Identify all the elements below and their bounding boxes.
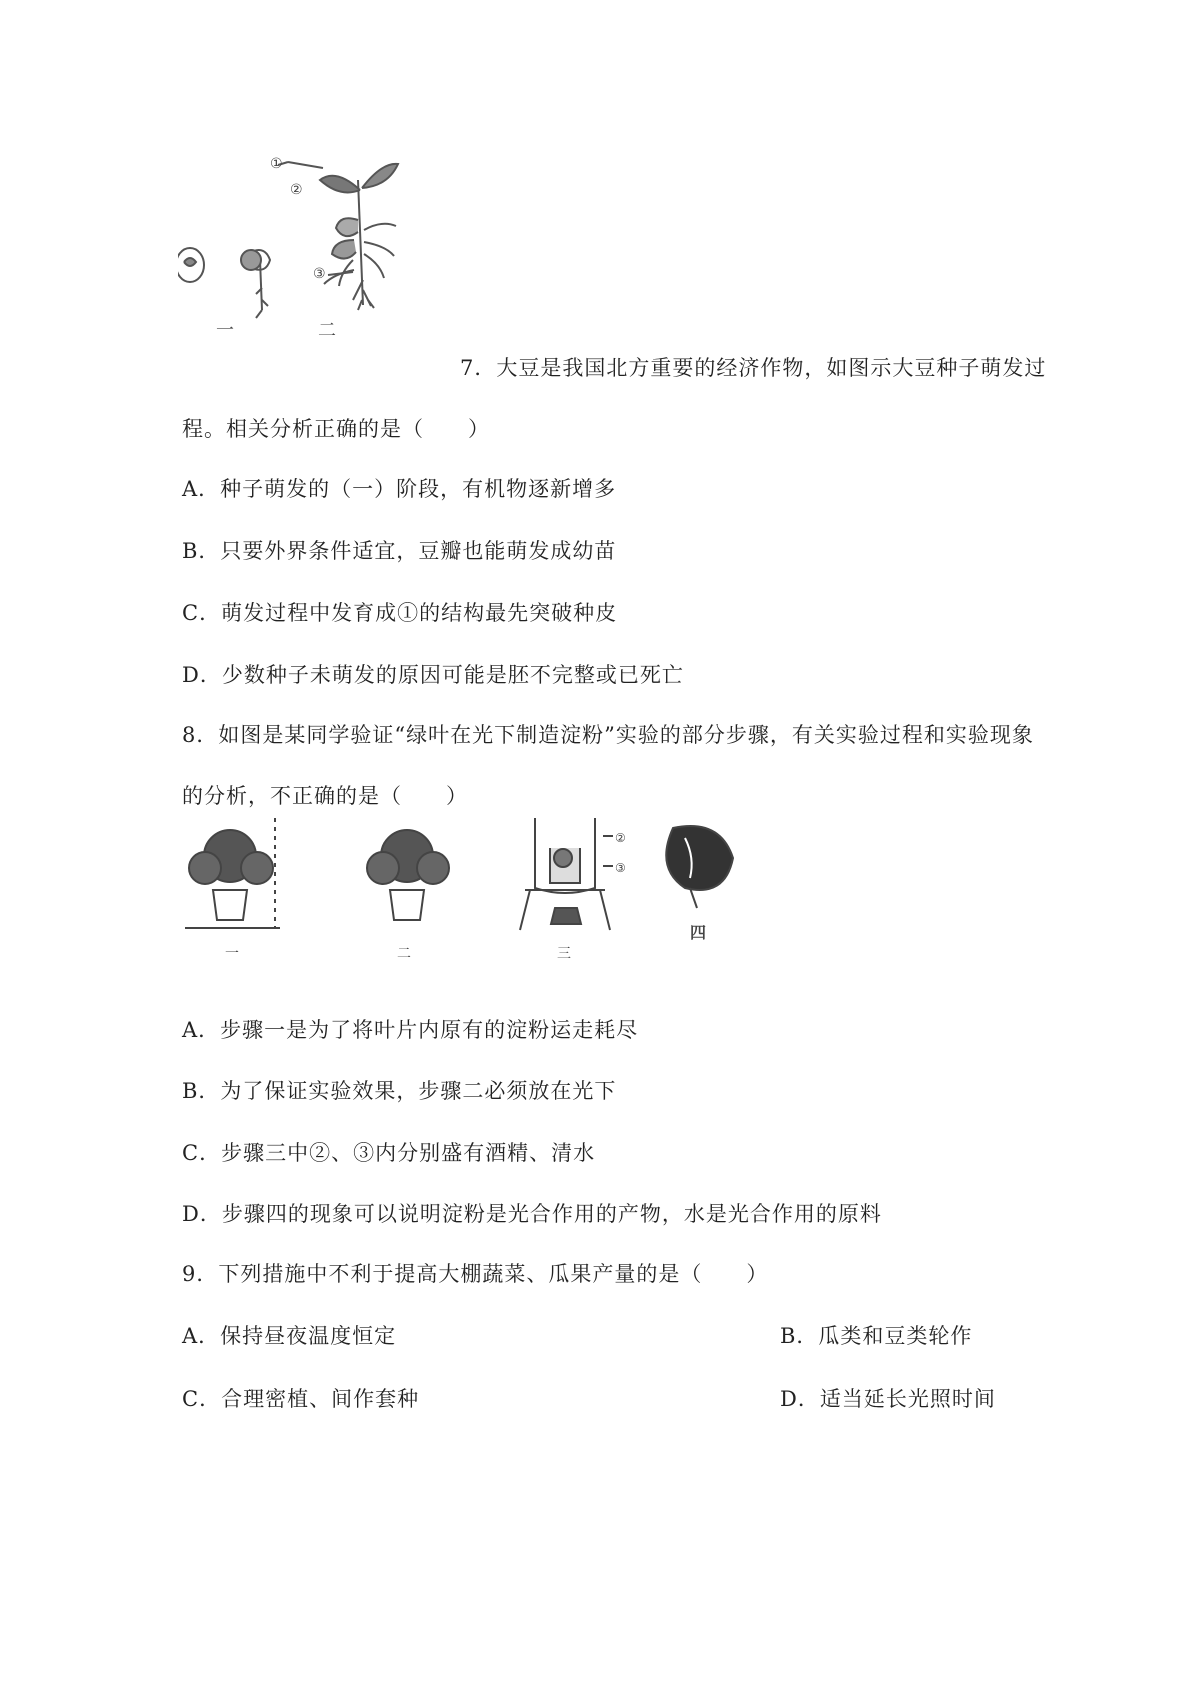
q7-stem-line1: 7．大豆是我国北方重要的经济作物，如图示大豆种子萌发过 (460, 356, 1047, 380)
starch-experiment-figure (185, 818, 825, 970)
q8-option-d: D．步骤四的现象可以说明淀粉是光合作用的产物，水是光合作用的原料 (182, 1202, 882, 1226)
plant-step-two-icon (367, 830, 449, 920)
water-bath-apparatus-icon (520, 818, 613, 930)
step-label-one: 一 (225, 946, 239, 962)
figure-label-stage-one: 一 (216, 320, 234, 341)
figure-label-2: ② (290, 182, 303, 198)
q7-option-c: C．萌发过程中发育成①的结构最先突破种皮 (182, 601, 618, 625)
q8-option-a: A．步骤一是为了将叶片内原有的淀粉运走耗尽 (182, 1018, 639, 1042)
q7-option-b: B．只要外界条件适宜，豆瓣也能萌发成幼苗 (182, 539, 617, 563)
q9-option-a: A．保持昼夜温度恒定 (182, 1324, 397, 1348)
figure-label-1: ① (270, 156, 283, 172)
q9-stem: 9．下列措施中不利于提高大棚蔬菜、瓜果产量的是（ ） (182, 1262, 769, 1286)
q9-option-b: B．瓜类和豆类轮作 (780, 1324, 973, 1348)
q7-stem-line2: 程。相关分析正确的是（ ） (182, 417, 490, 441)
apparatus-label-2: ② (615, 831, 626, 845)
q9-option-d: D．适当延长光照时间 (780, 1387, 996, 1411)
plant-step-one-icon (185, 818, 280, 928)
figure-label-3: ③ (313, 266, 326, 282)
q8-option-c: C．步骤三中②、③内分别盛有酒精、清水 (182, 1141, 596, 1165)
q8-stem-line2: 的分析，不正确的是（ ） (182, 784, 468, 808)
step-label-three: 三 (557, 946, 571, 962)
figure-label-stage-two: 二 (318, 320, 336, 341)
leaf-result-icon (666, 826, 733, 908)
q9-option-c: C．合理密植、间作套种 (182, 1387, 420, 1411)
soybean-germination-figure (178, 150, 418, 365)
apparatus-label-3: ③ (615, 861, 626, 875)
q8-stem-line1: 8．如图是某同学验证“绿叶在光下制造淀粉”实验的部分步骤，有关实验过程和实验现象 (182, 723, 1034, 747)
q7-option-a: A．种子萌发的（一）阶段，有机物逐新增多 (182, 477, 617, 501)
q7-option-d: D．少数种子未萌发的原因可能是胚不完整或已死亡 (182, 663, 684, 687)
step-label-two: 二 (397, 946, 411, 962)
q8-option-b: B．为了保证实验效果，步骤二必须放在光下 (182, 1079, 617, 1103)
step-label-four: 四 (690, 923, 707, 942)
